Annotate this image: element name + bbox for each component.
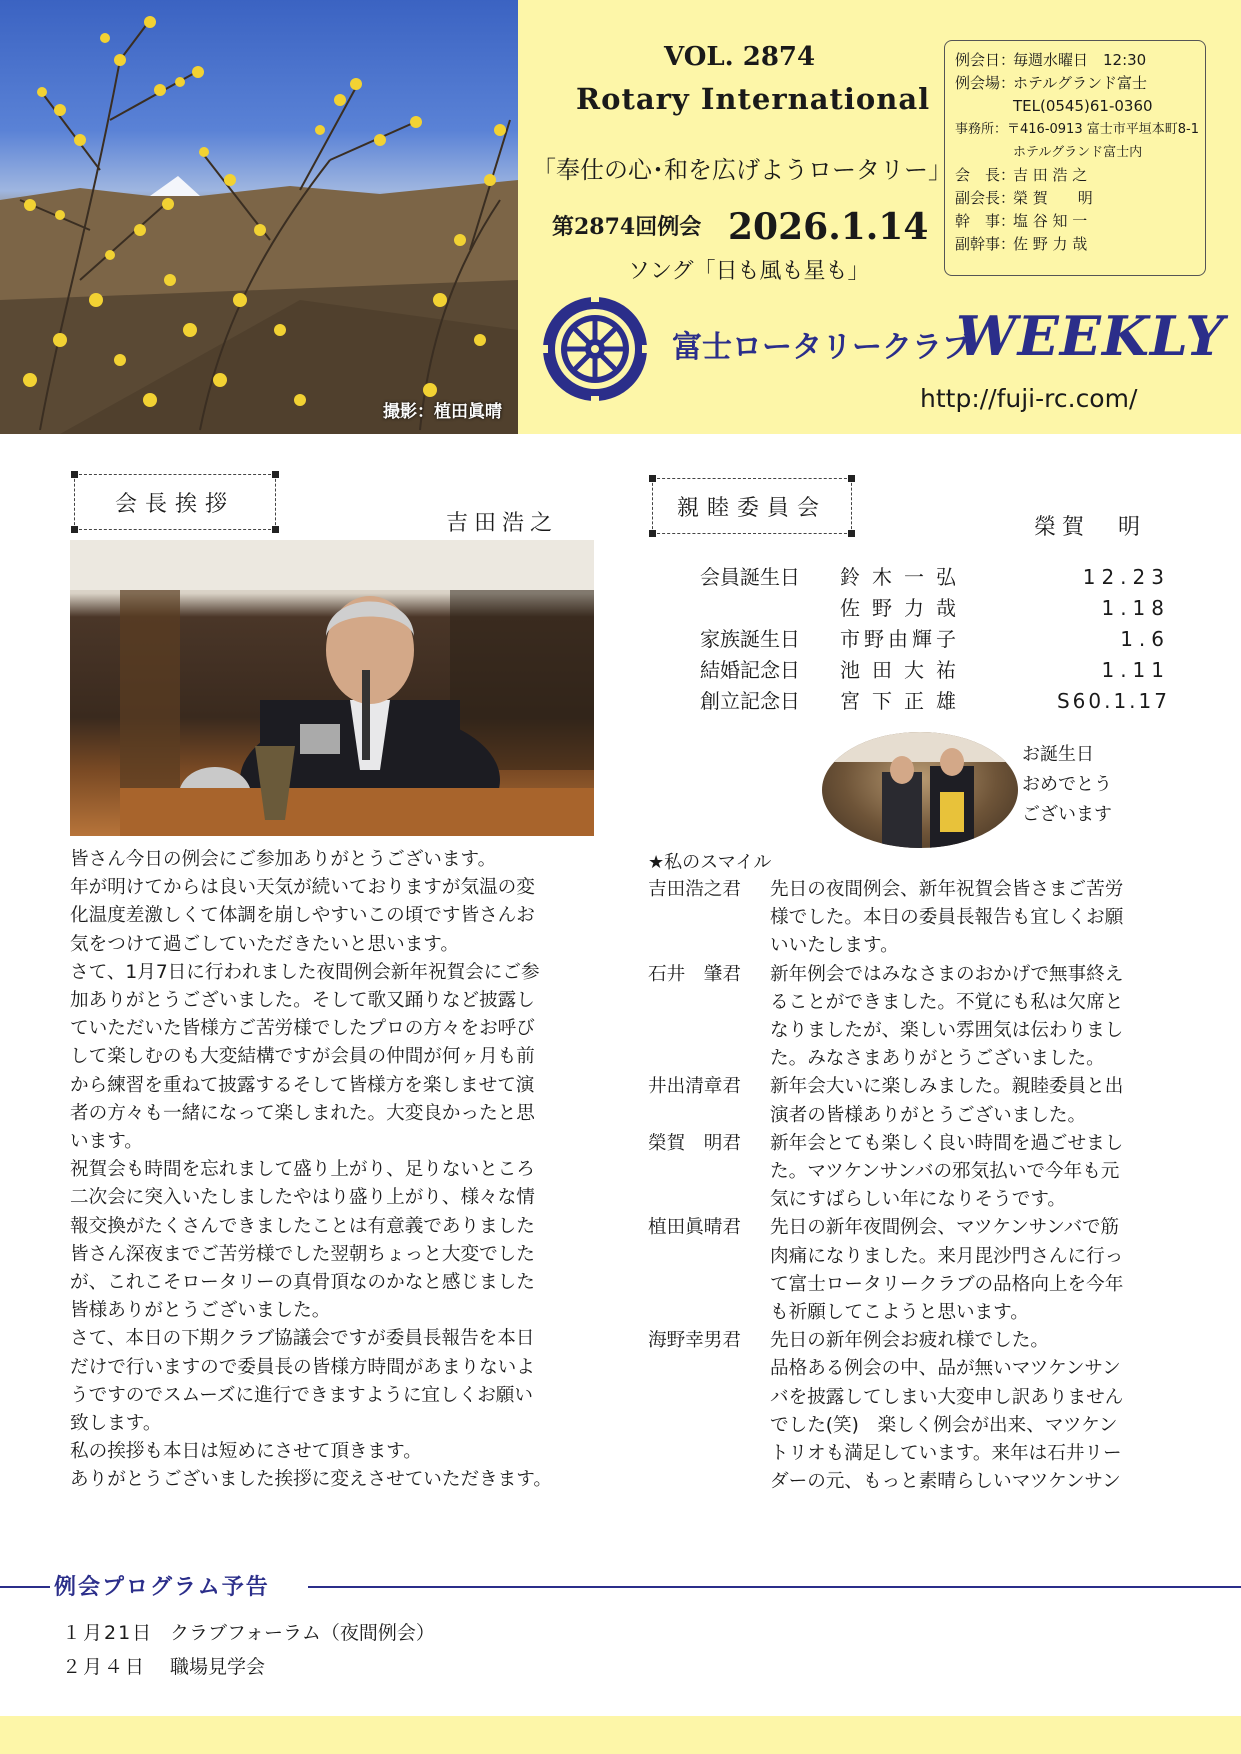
anniversary-row (700, 593, 1170, 624)
info-value: 榮 賀 明 (1013, 189, 1093, 207)
info-value: 毎週水曜日 12:30 (1013, 51, 1147, 69)
greeting-line: 皆さん今日の例会にご参加ありがとうございます。 (70, 849, 497, 870)
info-key: 副幹事： (955, 235, 1016, 253)
member-name: 市野由輝子 (840, 627, 960, 651)
greeting-line: 報交換がたくさんできましたことは有意義でありました (70, 1215, 535, 1237)
member-name: 池田大祐 (840, 658, 968, 682)
greeting-line: 気をつけて過ごしていただきたいと思います。 (70, 933, 459, 955)
fellowship-author: 榮賀 明 (1034, 515, 1147, 540)
footer-bar (0, 1716, 1241, 1754)
section-title-text: 親睦委員会 (676, 495, 827, 521)
smile-author: 植田眞晴君 (648, 1217, 741, 1239)
birthday-line: ございます (1022, 804, 1112, 825)
greeting-line: 年が明けてからは良い天気が続いておりますが気温の変 (70, 877, 535, 899)
info-row (955, 210, 1195, 233)
info-value: 佐 野 力 哉 (1013, 235, 1088, 253)
greeting-line: 皆様ありがとうございました。 (70, 1300, 331, 1322)
smile-message (770, 1214, 1123, 1327)
info-key (955, 141, 1013, 164)
info-row (955, 49, 1195, 72)
anniversary-category (700, 593, 840, 624)
club-name: 富士ロータリークラブ (672, 330, 972, 365)
smile-message (770, 1327, 1123, 1496)
smile-author: 榮賀 明君 (648, 1132, 741, 1154)
anniversary-row (700, 624, 1170, 655)
smile-line: 新年例会ではみなさまのおかげで無事終え (770, 963, 1124, 985)
anniversary-row (700, 686, 1170, 717)
smile-item (648, 1130, 1178, 1215)
smile-line: ダーの元、もっと素晴らしいマツケンサン (770, 1471, 1121, 1493)
info-row (955, 233, 1195, 256)
wintersweet-illustration (0, 0, 518, 434)
greeting-line: 二次会に突入いたしましたやはり盛り上がり、様々な情 (70, 1187, 535, 1209)
greeting-line: 皆さん深夜までご苦労様でした翌朝ちょっと大変でした (70, 1243, 535, 1265)
smile-line: た。みなさまありがとうございました。 (770, 1048, 1105, 1070)
smile-line: なりましたが、楽しい雰囲気は伝わりまし (770, 1020, 1124, 1042)
smile-item (648, 1073, 1178, 1129)
smile-item (648, 961, 1178, 1074)
anniversary-date: 1.6 (1120, 627, 1170, 651)
smile-line: トリオも満足しています。来年は石井リー (770, 1443, 1122, 1465)
member-name: 鈴木一弘 (840, 565, 968, 589)
anniversary-date: 1.18 (1101, 596, 1170, 620)
birthday-line: おめでとう (1022, 774, 1112, 795)
info-value: 〒416-0913 富士市平垣本町8-1 (1007, 122, 1199, 137)
info-key: 幹 事： (955, 212, 1016, 230)
program-list (62, 1616, 435, 1684)
greeting-line: さて、1月7日に行われました夜間例会新年祝賀会にご参 (70, 961, 540, 983)
smile-line: も祈願してこようと思います。 (770, 1302, 1029, 1324)
greeting-line: 私の挨拶も本日は短めにさせて頂きます。 (70, 1441, 422, 1463)
program-date: １月21日 (62, 1622, 154, 1644)
smile-heading: ★私のスマイル (648, 852, 772, 873)
organization-name: Rotary International (576, 82, 931, 116)
fellowship-section-title (652, 478, 852, 534)
smile-item (648, 1327, 1178, 1496)
anniversary-date: S60.1.17 (1056, 689, 1170, 713)
info-row (955, 141, 1195, 164)
meeting-number: 第2874回例会 (552, 214, 702, 240)
member-name: 宮下正雄 (840, 689, 968, 713)
smile-item (648, 876, 1178, 961)
greeting-line: 化温度差激しくて体調を崩しやすいこの頃です皆さんお (70, 905, 535, 927)
meeting-song: ソング「日も風も星も」 (628, 259, 870, 284)
birthday-line: お誕生日 (1022, 744, 1094, 765)
greeting-line: ていただいた皆様方ご苦労様でしたプロの方々をお呼び (70, 1018, 535, 1040)
info-key: 例会場： (955, 74, 1016, 92)
info-row (955, 95, 1195, 118)
smile-line: 肉痛になりました。来月毘沙門さんに行っ (770, 1245, 1124, 1267)
info-key: 副会長： (955, 189, 1016, 207)
greeting-line: 致します。 (70, 1413, 162, 1435)
member-name: 佐野力哉 (840, 596, 968, 620)
cover-photo-wintersweet (0, 0, 518, 434)
smile-author: 井出清章君 (648, 1076, 741, 1098)
birthday-illustration (822, 732, 1018, 848)
greeting-line: だけで行いますので委員長の皆様方時間があまりないよ (70, 1356, 535, 1378)
program-item (62, 1650, 435, 1684)
club-url[interactable]: http://fuji-rc.com/ (920, 384, 1138, 413)
birthday-photo (822, 732, 1018, 848)
smile-message (770, 1073, 1123, 1129)
anniversary-list (700, 562, 1170, 717)
greeting-line: から練習を重ねて披露するそして皆様方を楽しませて演 (70, 1074, 535, 1096)
program-title: 例会プログラム予告 (54, 1575, 270, 1600)
info-value: 吉 田 浩 之 (1013, 166, 1088, 184)
smile-line: バを披露してしまい大変申し訳ありません (770, 1386, 1124, 1408)
greeting-line: 加ありがとうございました。そして歌又踊りなど披露し (70, 990, 535, 1012)
info-row (955, 72, 1195, 95)
smile-line: 先日の新年例会お疲れ様でした。 (770, 1330, 1049, 1352)
greeting-line: が、これこそロータリーの真骨頂なのかなと感じました (70, 1272, 535, 1294)
masthead (0, 0, 1241, 434)
president-speech-photo (70, 540, 594, 836)
program-event: 職場見学会 (170, 1656, 266, 1678)
smile-message (770, 961, 1123, 1074)
volume-number: VOL. 2874 (664, 42, 816, 72)
smile-line: ることができました。不覚にも私は欠席と (770, 991, 1124, 1013)
greeting-line: 者の方々も一緒になって楽しまれた。大変良かったと思 (70, 1102, 535, 1124)
smile-author: 石井 肇君 (648, 963, 741, 985)
smile-line: 先日の夜間例会、新年祝賀会皆さまご苦労 (770, 879, 1124, 900)
smile-line: 新年会大いに楽しみました。親睦委員と出 (770, 1076, 1124, 1098)
anniversary-row (700, 562, 1170, 593)
info-key: 例会日： (955, 51, 1016, 69)
program-item (62, 1616, 435, 1650)
smile-list (648, 876, 1178, 1496)
program-event: クラブフォーラム（夜間例会） (170, 1622, 435, 1644)
info-row (955, 118, 1199, 141)
anniversary-date: 1.11 (1101, 658, 1170, 682)
club-info-box (944, 40, 1206, 276)
president-author: 吉田浩之 (446, 511, 559, 536)
info-key: 会 長： (955, 166, 1016, 184)
smile-line: て富士ロータリークラブの品格向上を今年 (770, 1273, 1124, 1295)
greeting-line: して楽しむのも大変結構ですが会員の仲間が何ヶ月も前 (70, 1046, 535, 1068)
anniversary-category: 創立記念日 (700, 689, 800, 713)
info-value: ホテルグランド富士内 (1013, 145, 1143, 160)
smile-item (648, 1214, 1178, 1327)
birthday-message (1022, 740, 1112, 830)
greeting-line: 祝賀会も時間を忘れまして盛り上がり、足りないところ (70, 1159, 535, 1181)
smile-line: た。マツケンサンバの邪気払いで今年も元 (770, 1161, 1120, 1183)
info-value: 塩 谷 知 一 (1013, 212, 1088, 230)
annual-motto: 「奉仕の心･和を広げようロータリー」 (532, 156, 952, 184)
smile-message (770, 1130, 1123, 1215)
president-section-title (74, 474, 276, 530)
anniversary-row (700, 655, 1170, 686)
smile-line: 品格ある例会の中、品が無いマツケンサン (770, 1358, 1121, 1380)
smile-line: 新年会とても楽しく良い時間を過ごせまし (770, 1132, 1124, 1154)
info-key (955, 95, 1013, 118)
anniversary-category: 会員誕生日 (700, 565, 800, 589)
president-greeting-body (70, 846, 600, 1495)
greeting-line: うですのでスムーズに進行できますように宜しくお願い (70, 1384, 533, 1406)
info-row (955, 164, 1195, 187)
anniversary-category: 結婚記念日 (700, 658, 800, 682)
greeting-line: ありがとうございました挨拶に変えさせていただきます。 (70, 1469, 552, 1491)
program-date: ２月４日 (62, 1656, 147, 1678)
rotary-wheel-icon (540, 294, 650, 404)
info-value: ホテルグランド富士 (1013, 74, 1147, 92)
smile-line: 演者の皆様ありがとうございました。 (770, 1104, 1087, 1126)
smile-author: 海野幸男君 (648, 1330, 741, 1352)
smile-line: 先日の新年夜間例会、マツケンサンバで筋 (770, 1217, 1120, 1239)
smile-line: でした(笑) 楽しく例会が出来、マツケン (770, 1414, 1118, 1436)
speech-illustration (70, 540, 594, 836)
weekly-logo: WEEKLY (956, 304, 1225, 368)
smile-line: いいたします。 (770, 935, 899, 957)
info-key: 事務所： (955, 122, 1008, 137)
anniversary-category: 家族誕生日 (700, 627, 800, 651)
smile-line: 様でした。本日の委員長報告も宜しくお願 (770, 907, 1124, 929)
photo-credit: 撮影：植田眞晴 (383, 402, 502, 422)
anniversary-date: 12.23 (1082, 565, 1170, 589)
smile-author: 吉田浩之君 (648, 879, 741, 900)
greeting-line: さて、本日の下期クラブ協議会ですが委員長報告を本日 (70, 1328, 535, 1350)
smile-message (770, 876, 1123, 961)
info-value: TEL(0545)61-0360 (1013, 97, 1153, 115)
info-row (955, 187, 1195, 210)
section-title-text: 会長挨拶 (114, 491, 235, 517)
meeting-date: 2026.1.14 (728, 206, 929, 248)
greeting-line: います。 (70, 1131, 143, 1153)
smile-line: 気にすばらしい年になりそうです。 (770, 1189, 1067, 1211)
